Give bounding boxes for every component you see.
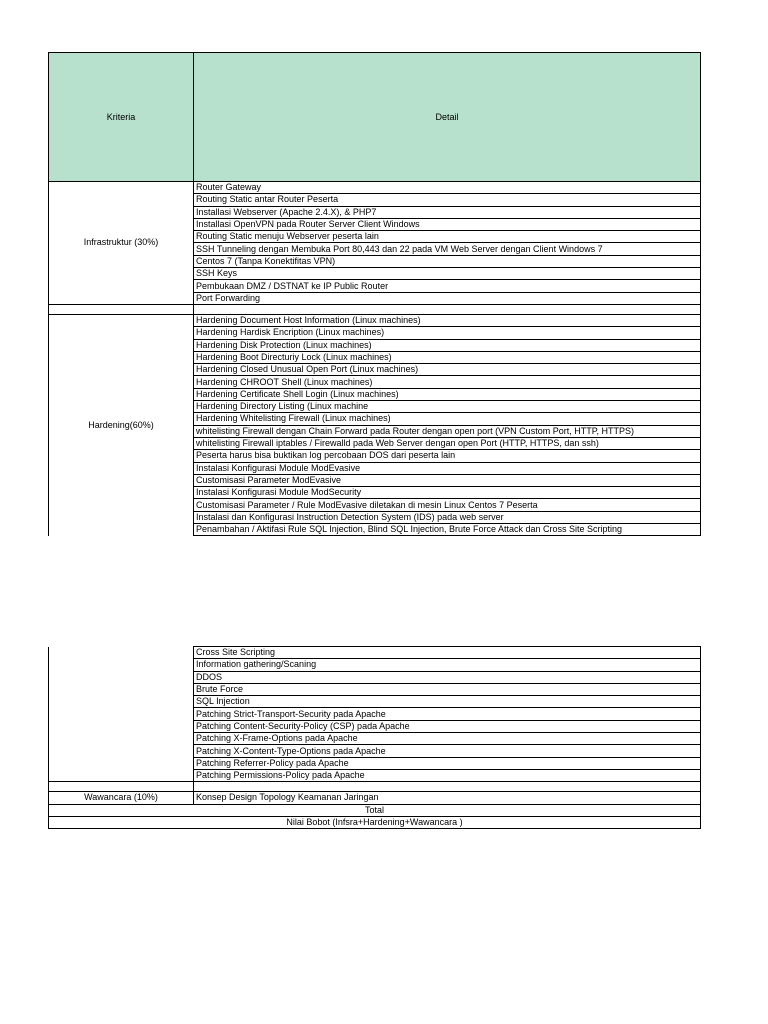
hardening-item: Hardening Directory Listing (Linux machine	[194, 401, 701, 413]
infrastruktur-item: Installasi Webserver (Apache 2.4.X), & PHP7	[194, 206, 701, 218]
spacer-cell	[194, 782, 701, 792]
table-row	[49, 647, 701, 659]
hardening-item: Patching Referrer-Policy pada Apache	[194, 757, 701, 769]
header-kriteria: Kriteria	[49, 53, 194, 182]
hardening-item: Information gathering/Scaning	[194, 659, 701, 671]
criteria-table-page-1	[48, 52, 701, 536]
infrastruktur-item: Installasi OpenVPN pada Router Server Client Windows	[194, 218, 701, 230]
hardening-item: Patching Permissions-Policy pada Apache	[194, 769, 701, 781]
table-row	[49, 792, 701, 804]
hardening-item: Hardening Disk Protection (Linux machines)	[194, 339, 701, 351]
infrastruktur-item: Routing Static antar Router Peserta	[194, 194, 701, 206]
header-row	[49, 53, 701, 182]
hardening-item: Brute Force	[194, 683, 701, 695]
header-detail: Detail	[194, 53, 701, 182]
hardening-label-continued	[49, 647, 194, 782]
hardening-item: Patching Strict-Transport-Security pada Apache	[194, 708, 701, 720]
hardening-item: Patching X-Content-Type-Options pada Apache	[194, 745, 701, 757]
criteria-table-page-2	[48, 646, 701, 829]
wawancara-label: Wawancara (10%)	[49, 792, 194, 804]
hardening-item: whitelisting Firewall dengan Chain Forward pada Router dengan open port (VPN Custom Port, HTTP, HTTPS)	[194, 425, 701, 437]
hardening-item: Hardening CHROOT Shell (Linux machines)	[194, 376, 701, 388]
hardening-item: Hardening Closed Unusual Open Port (Linux machines)	[194, 364, 701, 376]
infrastruktur-item: SSH Tunneling dengan Membuka Port 80,443 dan 22 pada VM Web Server dengan Client Windows 7	[194, 243, 701, 255]
hardening-item: Peserta harus bisa buktikan log percobaan DOS dari peserta lain	[194, 450, 701, 462]
wawancara-item: Konsep Design Topology Keamanan Jaringan	[194, 792, 701, 804]
spacer-row	[49, 304, 701, 314]
spacer-cell	[194, 304, 701, 314]
infrastruktur-label: Infrastruktur (30%)	[49, 182, 194, 305]
nilai-bobot-row	[49, 816, 701, 828]
spacer-row	[49, 782, 701, 792]
hardening-item: Hardening Certificate Shell Login (Linux machines)	[194, 388, 701, 400]
spacer-cell	[49, 782, 194, 792]
hardening-item: Patching Content-Security-Policy (CSP) pada Apache	[194, 720, 701, 732]
table-row	[49, 314, 701, 326]
hardening-item: DDOS	[194, 671, 701, 683]
hardening-item: Instalasi dan Konfigurasi Instruction Detection System (IDS) pada web server	[194, 511, 701, 523]
infrastruktur-item: Centos 7 (Tanpa Konektifitas VPN)	[194, 255, 701, 267]
hardening-item: Patching X-Frame-Options pada Apache	[194, 733, 701, 745]
spacer-cell	[49, 304, 194, 314]
hardening-item: Instalasi Konfigurasi Module ModSecurity	[194, 487, 701, 499]
infrastruktur-item: SSH Keys	[194, 268, 701, 280]
hardening-item: Hardening Document Host Information (Linux machines)	[194, 314, 701, 326]
hardening-item: Customisasi Parameter ModEvasive	[194, 474, 701, 486]
hardening-item: whitelisting Firewall iptables / Firewalld pada Web Server dengan open Port (HTTP, HTTPS, dan ssh)	[194, 437, 701, 449]
hardening-item: Hardening Boot Directuriy Lock (Linux machines)	[194, 351, 701, 363]
hardening-item: Cross Site Scripting	[194, 647, 701, 659]
hardening-item: Customisasi Parameter / Rule ModEvasive diletakan di mesin Linux Centos 7 Peserta	[194, 499, 701, 511]
hardening-item: Hardening Hardisk Encription (Linux machines)	[194, 327, 701, 339]
hardening-label: Hardening(60%)	[49, 314, 194, 535]
nilai-bobot-label: Nilai Bobot (Infsra+Hardening+Wawancara )	[49, 816, 701, 828]
hardening-item: Penambahan / Aktifasi Rule SQL Injection, Blind SQL Injection, Brute Force Attack dan Cross Site Scripting	[194, 524, 701, 536]
infrastruktur-item: Port Forwarding	[194, 292, 701, 304]
hardening-item: Instalasi Konfigurasi Module ModEvasive	[194, 462, 701, 474]
hardening-item: Hardening Whitelisting Firewall (Linux machines)	[194, 413, 701, 425]
hardening-item: SQL Injection	[194, 696, 701, 708]
total-label: Total	[49, 804, 701, 816]
infrastruktur-item: Pembukaan DMZ / DSTNAT ke IP Public Router	[194, 280, 701, 292]
infrastruktur-item: Router Gateway	[194, 182, 701, 194]
total-row	[49, 804, 701, 816]
table-row	[49, 182, 701, 194]
infrastruktur-item: Routing Static menuju Webserver peserta lain	[194, 231, 701, 243]
